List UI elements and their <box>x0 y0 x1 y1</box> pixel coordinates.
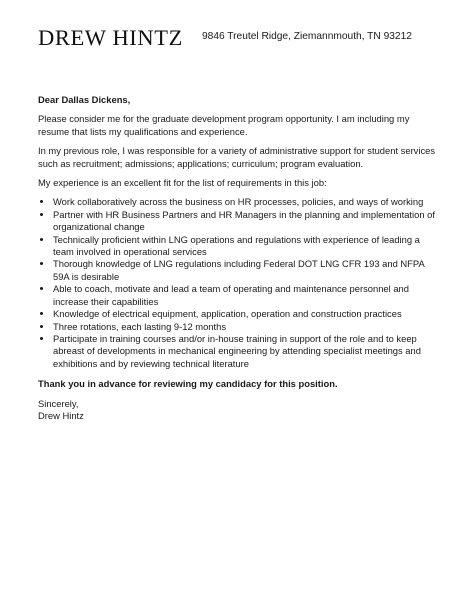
list-item: • Technically proficient within LNG operations and regulations with experience of leading a team involved in operational services <box>53 234 438 259</box>
applicant-name: DREW HINTZ <box>38 25 183 50</box>
signature-name: Drew Hintz <box>38 409 84 421</box>
list-item: • Participate in training courses and/or in-house training in support of the role and to keep abreast of developments in mechanical engineering by attending specialist meetings and exhibitions and by reviewing technical literature <box>53 333 438 370</box>
letter-header <box>38 24 438 52</box>
paragraph-previous-role: In my previous role, I was responsible for a variety of administrative support for student services such as recruitment; admissions; applications; curriculum; program evaluation. <box>38 145 436 169</box>
paragraph-intro: Please consider me for the graduate development program opportunity. I am including my resume that lists my qualifications and experience. <box>38 113 410 137</box>
requirements-list <box>38 196 438 370</box>
letter-body <box>38 94 438 422</box>
applicant-address: 9846 Treutel Ridge, Ziemannmouth, TN 93212 <box>202 31 412 42</box>
list-item: • Partner with HR Business Partners and HR Managers in the planning and implementation of organizational change <box>53 209 438 234</box>
closing-statement: Thank you in advance for reviewing my candidacy for this position. <box>38 378 338 390</box>
salutation: Dear Dallas Dickens, <box>38 94 131 105</box>
list-item: • Work collaboratively across the business on HR processes, policies, and ways of working <box>53 196 438 208</box>
list-item: • Knowledge of electrical equipment, application, operation and construction practices <box>53 308 438 320</box>
list-item: • Three rotations, each lasting 9-12 months <box>53 321 438 333</box>
list-item: • Able to coach, motivate and lead a team of operating and maintenance personnel and increase their capabilities <box>53 283 438 308</box>
signoff: Sincerely, <box>38 397 79 409</box>
paragraph-requirements-intro: My experience is an excellent fit for the list of requirements in this job: <box>38 177 327 189</box>
list-item: • Thorough knowledge of LNG regulations including Federal DOT LNG CFR 193 and NFPA 59A is desirable <box>53 258 438 283</box>
